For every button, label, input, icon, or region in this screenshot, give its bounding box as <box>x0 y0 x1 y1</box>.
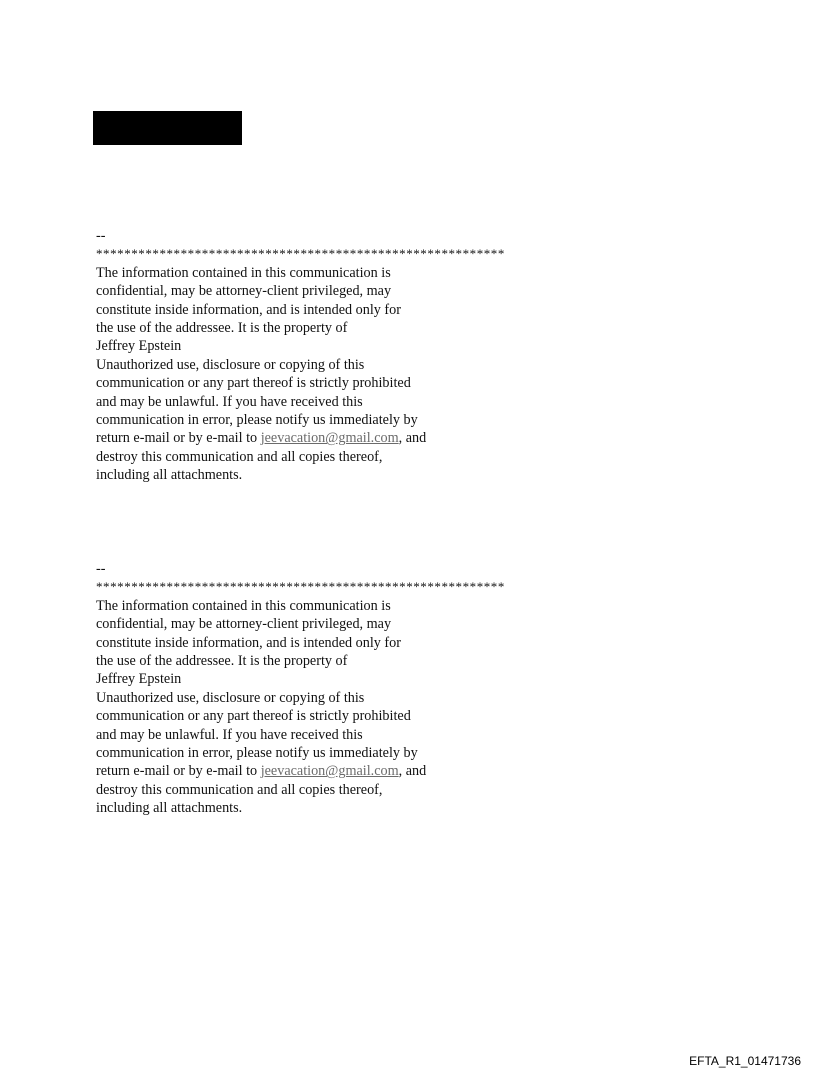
separator-stars: ********************************************************** <box>96 246 505 262</box>
notice-line <box>96 429 616 447</box>
notice-text: , and <box>398 763 427 780</box>
notice-line: Jeffrey Epstein <box>96 671 182 688</box>
notice-line: The information contained in this communication is <box>96 597 391 614</box>
redaction-block <box>93 111 242 145</box>
document-id: EFTA_R1_01471736 <box>689 1054 801 1068</box>
notice-text: , and <box>398 430 427 447</box>
notice-line: and may be unlawful. If you have received this <box>96 393 363 410</box>
notice-line: constitute inside information, and is intended only for <box>96 301 401 318</box>
notice-line: destroy this communication and all copies thereof, <box>96 781 383 798</box>
notice-line <box>96 762 616 780</box>
notice-line: confidential, may be attorney-client privileged, may <box>96 616 392 633</box>
notice-line: Jeffrey Epstein <box>96 338 182 355</box>
notice-line: Unauthorized use, disclosure or copying of this <box>96 689 365 706</box>
notice-text: return e-mail or by e-mail to <box>96 430 261 447</box>
notice-line: communication or any part thereof is strictly prohibited <box>96 375 411 392</box>
confidentiality-notice <box>96 227 616 485</box>
separator-stars: ********************************************************** <box>96 579 505 595</box>
confidentiality-notice <box>96 560 616 818</box>
notice-line: confidential, may be attorney-client privileged, may <box>96 283 392 300</box>
notice-line: The information contained in this communication is <box>96 264 391 281</box>
email-link[interactable]: jeevacation@gmail.com <box>260 430 399 447</box>
notice-line: communication in error, please notify us immediately by <box>96 412 418 429</box>
notice-line: and may be unlawful. If you have received this <box>96 726 363 743</box>
notice-line: Unauthorized use, disclosure or copying of this <box>96 356 365 373</box>
separator-dash: -- <box>96 228 106 244</box>
notice-line: the use of the addressee. It is the property of <box>96 320 348 337</box>
notice-line: communication or any part thereof is strictly prohibited <box>96 708 411 725</box>
notice-text: return e-mail or by e-mail to <box>96 763 261 780</box>
notice-line: the use of the addressee. It is the property of <box>96 653 348 670</box>
notice-line: including all attachments. <box>96 800 243 817</box>
notice-line: including all attachments. <box>96 467 243 484</box>
notice-line: communication in error, please notify us immediately by <box>96 745 418 762</box>
notice-line: destroy this communication and all copies thereof, <box>96 448 383 465</box>
email-link[interactable]: jeevacation@gmail.com <box>260 763 399 780</box>
separator-dash: -- <box>96 561 106 577</box>
notice-line: constitute inside information, and is intended only for <box>96 634 401 651</box>
